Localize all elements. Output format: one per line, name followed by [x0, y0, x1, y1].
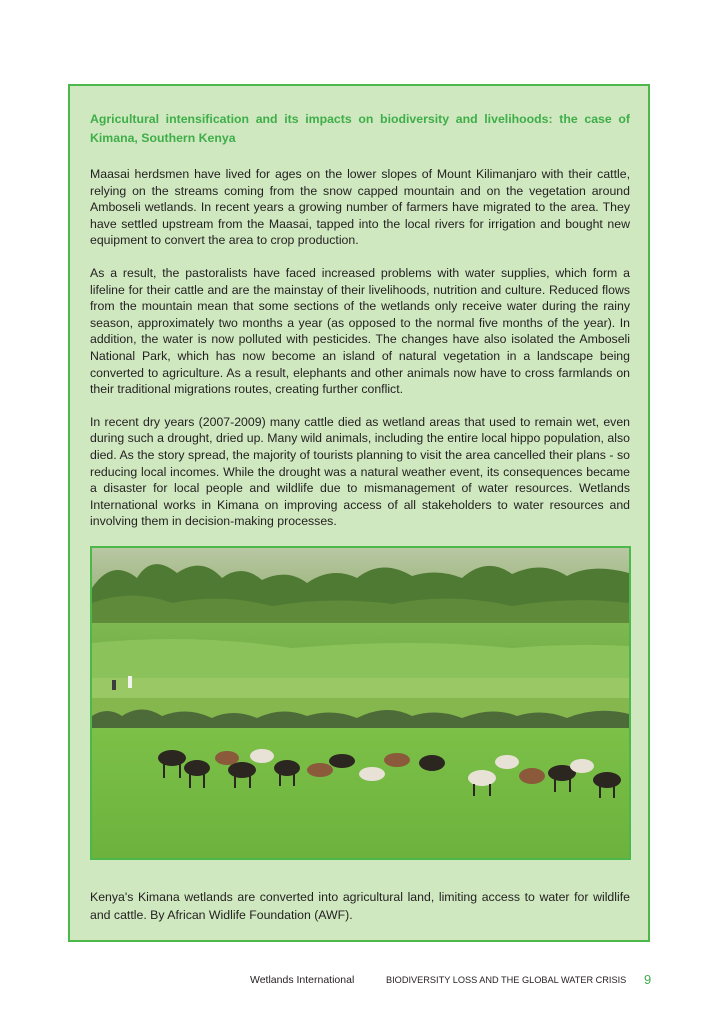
- photo-caption: Kenya's Kimana wetlands are converted into agricultural land, limiting access to water for wildlife and cattle. By African Widlife Foundation (AWF).: [90, 890, 630, 923]
- page-number: 9: [644, 972, 652, 987]
- page-footer: [0, 972, 728, 992]
- footer-series-title: BIODIVERSITY LOSS AND THE GLOBAL WATER CRISIS: [386, 975, 627, 985]
- paragraph-1: Maasai herdsmen have lived for ages on the lower slopes of Mount Kilimanjaro with their cattle, relying on the streams coming from the snow capped mountain and on the vegetation around Amboseli wetlands. In recent years a growing number of farmers have migrated to the area. They have settled upstream from the Maasai, tapped into the local rivers for irrigation and bought new equipment to convert the area to crop production.: [90, 167, 630, 248]
- case-study-box: [68, 84, 650, 942]
- case-study-title: Agricultural intensification and its impacts on biodiversity and livelihoods: the case of Kimana, Southern Kenya: [90, 112, 630, 145]
- wetland-cattle-photo: [90, 546, 631, 860]
- footer-organization: Wetlands International: [250, 974, 355, 986]
- paragraph-3: In recent dry years (2007-2009) many cattle died as wetland areas that used to remain wet, even during such a drought, dried up. Many wild animals, including the entire local hippo population, also died. As the story spread, the majority of tourists planning to visit the area cancelled their plans - so reducing local incomes. While the drought was a natural weather event, its consequences became a disaster for local people and wildlife due to mismanagement of water resources. Wetlands International works in Kimana on improving access of all stakeholders to water resources and involving them in decision-making processes.: [90, 414, 630, 529]
- case-study-content: [90, 110, 630, 546]
- paragraph-2: As a result, the pastoralists have faced increased problems with water supplies, which form a lifeline for their cattle and are the mainstay of their livelihoods, nutrition and culture. Reduced flows from the mountain mean that some sections of the wetlands only receive water during the rainy season, approximately two months a year (as opposed to the normal five months of the year). In addition, the water is now polluted with pesticides. The changes have also isolated the Amboseli National Park, which has now become an island of natural vegetation in a landscape being converted to agriculture. As a result, elephants and other animals now have to cross farmlands on their traditional migrations routes, creating further conflict.: [90, 265, 630, 397]
